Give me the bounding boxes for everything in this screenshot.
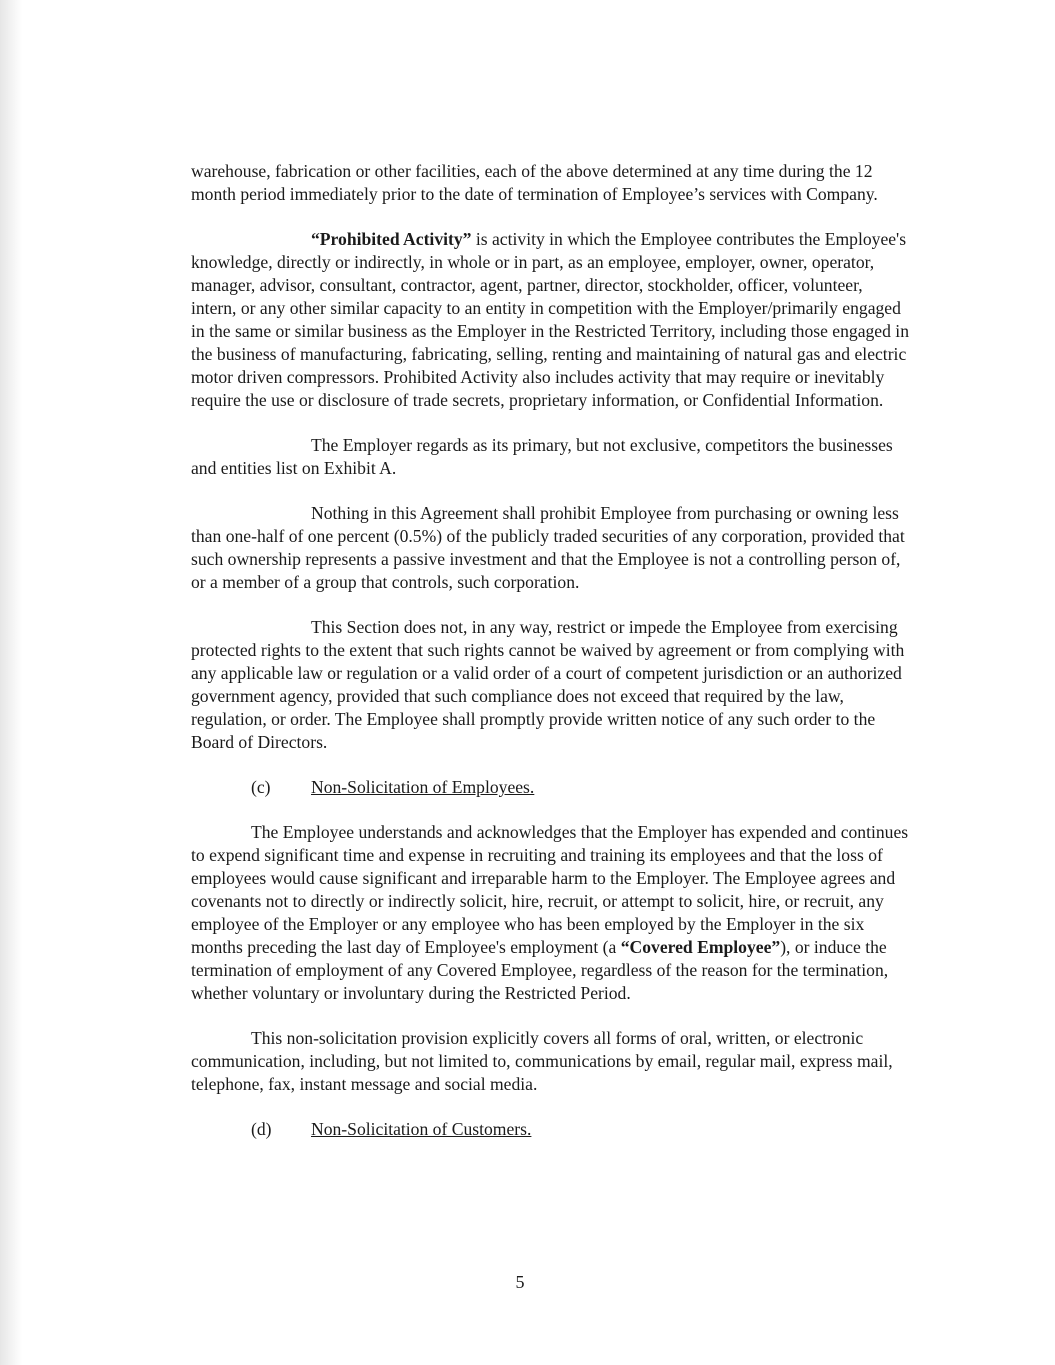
competitors-paragraph: The Employer regards as its primary, but not exclusive, competitors the businesses and entities list on Exhibit A. (191, 435, 893, 478)
prohibited-activity-paragraph (191, 228, 911, 412)
non-solicitation-employees-paragraph (191, 821, 911, 1005)
section-d-title: Non-Solicitation of Customers. (311, 1119, 532, 1139)
section-c-title: Non-Solicitation of Employees. (311, 777, 535, 797)
scan-edge-shadow (0, 0, 22, 1365)
section-d-heading (191, 1118, 911, 1141)
section-c-text-after: ), or induce the termination of employment of any Covered Employee, regardless of the reason for the termination, whether voluntary or involuntary during the Restricted Period. (191, 937, 889, 1003)
section-d-number: (d) (251, 1119, 272, 1139)
prohibited-activity-term: “Prohibited Activity” (311, 229, 472, 249)
covered-employee-term: “Covered Employee” (620, 937, 781, 957)
continuation-paragraph: warehouse, fabrication or other facilities, each of the above determined at any time during the 12 month period immediately prior to the date of termination of Employee’s services with Company. (191, 161, 878, 204)
protected-rights-paragraph: This Section does not, in any way, restrict or impede the Employee from exercising protected rights to the extent that such rights cannot be waived by agreement or from complying with any applicable law or regulation or a valid order of a court of competent jurisdiction or an authorized government agency, provided that such compliance does not exceed that required by the law, regulation, or order. The Employee shall promptly provide written notice of any such order to the Board of Directors. (191, 617, 905, 752)
page-number: 5 (515, 1272, 525, 1292)
document-page (191, 160, 911, 1141)
communication-forms-paragraph: This non-solicitation provision explicitly covers all forms of oral, written, or electronic communication, including, but not limited to, communications by email, regular mail, express mail, telephone, fax, instant message and social media. (191, 1028, 893, 1094)
securities-paragraph: Nothing in this Agreement shall prohibit Employee from purchasing or owning less than one-half of one percent (0.5%) of the publicly traded securities of any corporation, provided that such ownership represents a passive investment and that the Employee is not a controlling person of, or a member of a group that controls, such corporation. (191, 503, 905, 592)
section-c-number: (c) (251, 777, 271, 797)
section-c-text-before: The Employee understands and acknowledges that the Employer has expended and continues to expend significant time and expense in recruiting and training its employees and that the loss of employees would cause significant and irreparable harm to the Employer. The Employee agrees and covenants not to directly or indirectly solicit, hire, recruit, or attempt to solicit, hire, or recruit, any employee of the Employer or any employee who has been employed by the Employer in the six months preceding the last day of Employee's employment (a (191, 822, 909, 957)
section-c-heading (191, 776, 911, 799)
prohibited-activity-text: is activity in which the Employee contributes the Employee's knowledge, directly or indirectly, in whole or in part, as an employee, employer, owner, operator, manager, advisor, consultant, contractor, agent, partner, director, stockholder, officer, volunteer, intern, or any other similar capacity to an entity in competition with the Employer/primarily engaged in the same or similar business as the Employer in the Restricted Territory, including those engaged in the business of manufacturing, fabricating, selling, renting and maintaining of natural gas and electric motor driven compressors. Prohibited Activity also includes activity that may require or inevitably require the use or disclosure of trade secrets, proprietary information, or Confidential Information. (191, 229, 909, 410)
